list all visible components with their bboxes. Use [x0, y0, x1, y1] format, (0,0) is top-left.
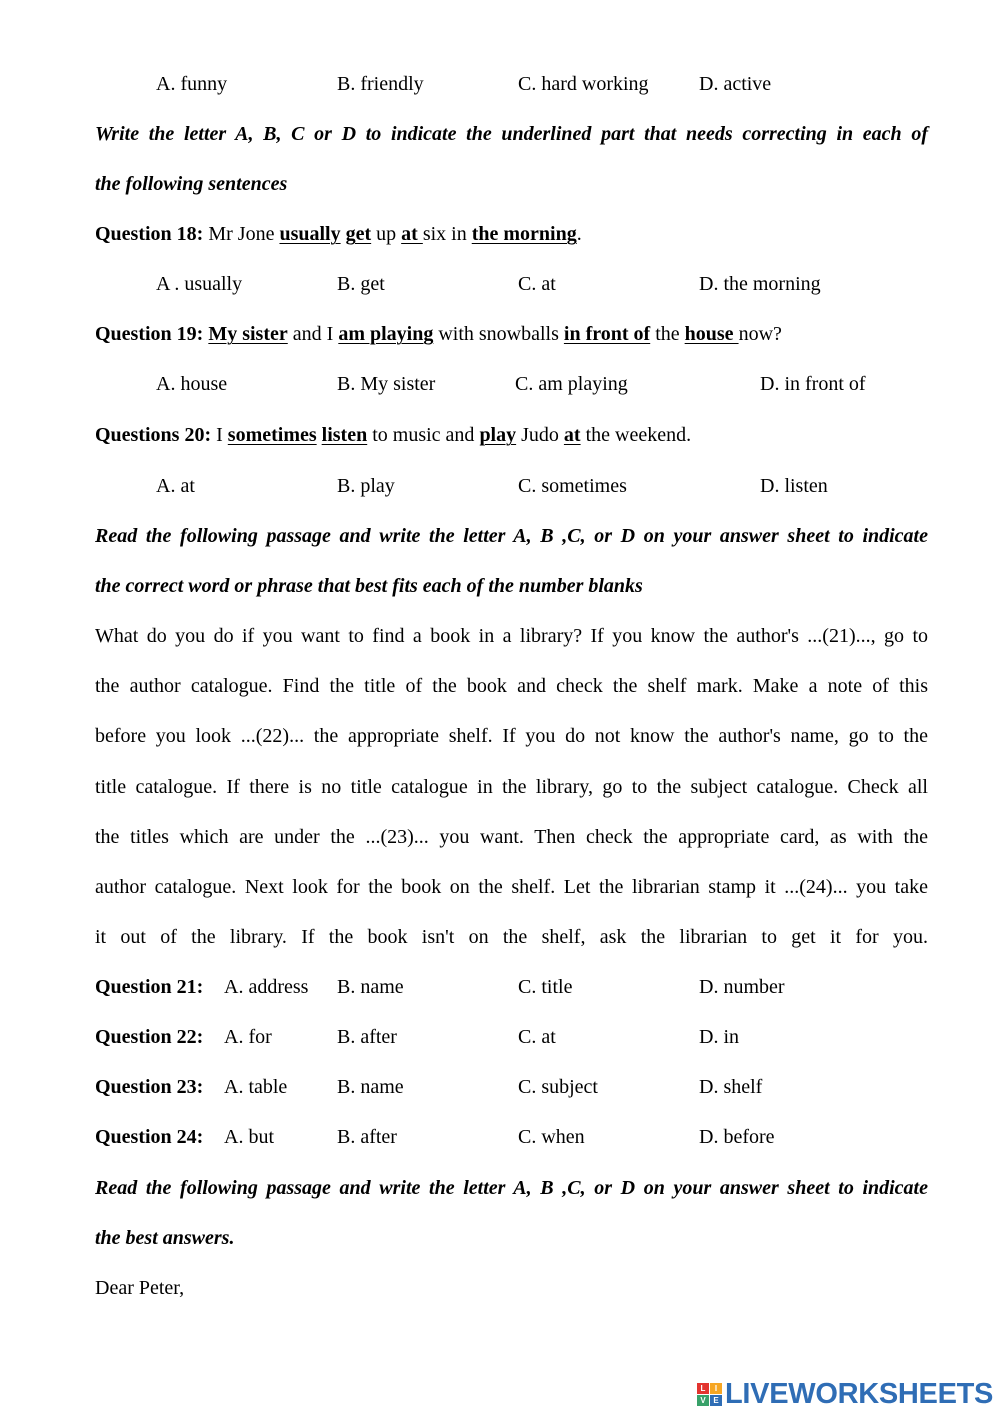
text: the	[650, 323, 685, 345]
text: six in	[422, 223, 472, 245]
text: Judo	[516, 424, 564, 446]
q20-option-c: C. sometimes	[518, 475, 627, 497]
q24-option-b: B. after	[337, 1126, 397, 1148]
underlined-part: am playing	[338, 323, 434, 345]
liveworksheets-mark-icon	[697, 1383, 722, 1406]
underlined-part: My sister	[208, 323, 288, 345]
q22-option-a: A. for	[224, 1026, 272, 1048]
logo-mark-letter: E	[710, 1395, 722, 1406]
q18-option-a: A . usually	[156, 273, 243, 295]
question-label: Question 19:	[95, 323, 204, 345]
underlined-part: play	[479, 424, 517, 446]
instruction-passage2-line2: the best answers.	[95, 1227, 235, 1249]
q19-option-b: B. My sister	[337, 373, 436, 395]
question-label: Question 18:	[95, 223, 204, 245]
text: up	[371, 223, 402, 245]
question-20	[95, 422, 691, 448]
passage-line: the titles which are under the ...(23)... you want. Then check the appropriate card, as with the	[95, 826, 928, 848]
letter-greeting: Dear Peter,	[95, 1277, 185, 1299]
q24-option-c: C. when	[518, 1126, 585, 1148]
question-21-label: Question 21:	[95, 976, 204, 998]
underlined-part: at	[563, 424, 581, 446]
question-19	[95, 321, 782, 347]
text: Mr Jone	[203, 223, 280, 245]
q21-option-b: B. name	[337, 976, 404, 998]
q21-option-a: A. address	[224, 976, 309, 998]
passage-line: What do you do if you want to find a book in a library? If you know the author's ...(21)..., go to	[95, 625, 928, 647]
q20-option-d: D. listen	[760, 475, 828, 497]
q22-option-c: C. at	[518, 1026, 556, 1048]
liveworksheets-wordmark: LIVEWORKSHEETS	[725, 1377, 994, 1410]
q20-option-b: B. play	[337, 475, 395, 497]
q23-option-c: C. subject	[518, 1076, 598, 1098]
underlined-part: at	[401, 223, 423, 245]
text: I	[211, 424, 228, 446]
logo-mark-letter: I	[710, 1383, 722, 1394]
question-22-label: Question 22:	[95, 1026, 204, 1048]
question-24-label: Question 24:	[95, 1126, 204, 1148]
q18-option-d: D. the morning	[699, 273, 821, 295]
question-23-label: Question 23:	[95, 1076, 204, 1098]
text: now?	[738, 323, 782, 345]
q17-option-d: D. active	[699, 73, 772, 95]
passage-line: author catalogue. Next look for the book on the shelf. Let the librarian stamp it ...(24)... you take	[95, 876, 928, 898]
q18-option-b: B. get	[337, 273, 385, 295]
logo-mark-letter: V	[697, 1395, 709, 1406]
text: with snowballs	[433, 323, 564, 345]
underlined-part: usually	[279, 223, 341, 245]
question-label: Questions 20:	[95, 424, 212, 446]
q23-option-a: A. table	[224, 1076, 288, 1098]
text: to music and	[367, 424, 480, 446]
q19-option-c: C. am playing	[515, 373, 628, 395]
question-18	[95, 221, 582, 247]
underlined-part: house	[684, 323, 739, 345]
passage-line: before you look ...(22)... the appropriate shelf. If you do not know the author's name, go to the	[95, 725, 928, 747]
instruction-error-line2: the following sentences	[95, 173, 288, 195]
text: and I	[287, 323, 339, 345]
q17-option-b: B. friendly	[337, 73, 424, 95]
instruction-passage2-line1: Read the following passage and write the letter A, B ,C, or D on your answer sheet to indicate	[95, 1177, 928, 1199]
q22-option-d: D. in	[699, 1026, 739, 1048]
q17-option-a: A. funny	[156, 73, 228, 95]
underlined-part: sometimes	[227, 424, 317, 446]
q20-option-a: A. at	[156, 475, 195, 497]
underlined-part: get	[345, 223, 372, 245]
q21-option-c: C. title	[518, 976, 573, 998]
q22-option-b: B. after	[337, 1026, 397, 1048]
underlined-part: the morning	[471, 223, 577, 245]
q17-option-c: C. hard working	[518, 73, 649, 95]
logo-mark-letter: L	[697, 1383, 709, 1394]
q19-option-a: A. house	[156, 373, 228, 395]
passage-line: the author catalogue. Find the title of the book and check the shelf mark. Make a note of this	[95, 675, 928, 697]
q19-option-d: D. in front of	[760, 373, 866, 395]
q18-option-c: C. at	[518, 273, 556, 295]
liveworksheets-logo	[697, 1378, 993, 1410]
underlined-part: listen	[321, 424, 368, 446]
text: the weekend.	[580, 424, 692, 446]
q23-option-b: B. name	[337, 1076, 404, 1098]
text: .	[576, 223, 582, 245]
underlined-part: in front of	[563, 323, 651, 345]
q24-option-d: D. before	[699, 1126, 775, 1148]
instruction-passage1-line2: the correct word or phrase that best fits each of the number blanks	[95, 575, 643, 597]
q24-option-a: A. but	[224, 1126, 274, 1148]
q23-option-d: D. shelf	[699, 1076, 763, 1098]
passage-line: it out of the library. If the book isn't on the shelf, ask the librarian to get it for you.	[95, 926, 928, 948]
instruction-passage1-line1: Read the following passage and write the letter A, B ,C, or D on your answer sheet to indicate	[95, 525, 928, 547]
passage-line: title catalogue. If there is no title catalogue in the library, go to the subject catalogue. Check all	[95, 776, 928, 798]
q21-option-d: D. number	[699, 976, 785, 998]
instruction-error-line1: Write the letter A, B, C or D to indicate the underlined part that needs correcting in each of	[95, 123, 928, 145]
